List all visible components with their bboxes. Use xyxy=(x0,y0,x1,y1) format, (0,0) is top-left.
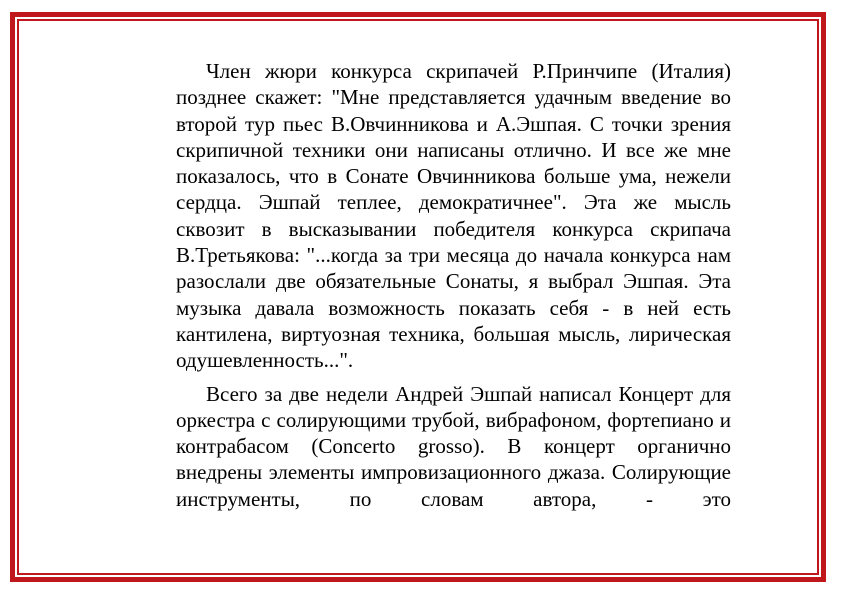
paragraph-concerto-grosso: Всего за две недели Андрей Эшпай написал Концерт для оркестра с солирующими трубой, вибрафоном, фортепиано и контрабасом (Concerto grosso). В концерт органично внедрены элементы импровизационного джаза. Солирующие инструменты, по словам автора, - это xyxy=(176,381,731,511)
paragraph-jury-quote: Член жюри конкурса скрипачей Р.Принчипе (Италия) позднее скажет: "Мне представляется удачным введение во второй тур пьес В.Овчинникова и А.Эшпая. С точки зрения скрипичной техники они написаны отлично. И все же мне показалось, что в Сонате Овчинникова больше ума, нежели сердца. Эшпай теплее, демократичнее". Эта же мысль сквозит в высказывании победителя конкурса скрипача В.Третьякова: "...когда за три месяца до начала конкурса нам разослали две обязательные Сонаты, я выбрал Эшпая. Эта музыка давала возможность показать себя - в ней есть кантилена, виртуозная техника, большая мысль, лирическая одушевленность...". xyxy=(176,59,731,373)
slide-text-body xyxy=(176,58,731,512)
